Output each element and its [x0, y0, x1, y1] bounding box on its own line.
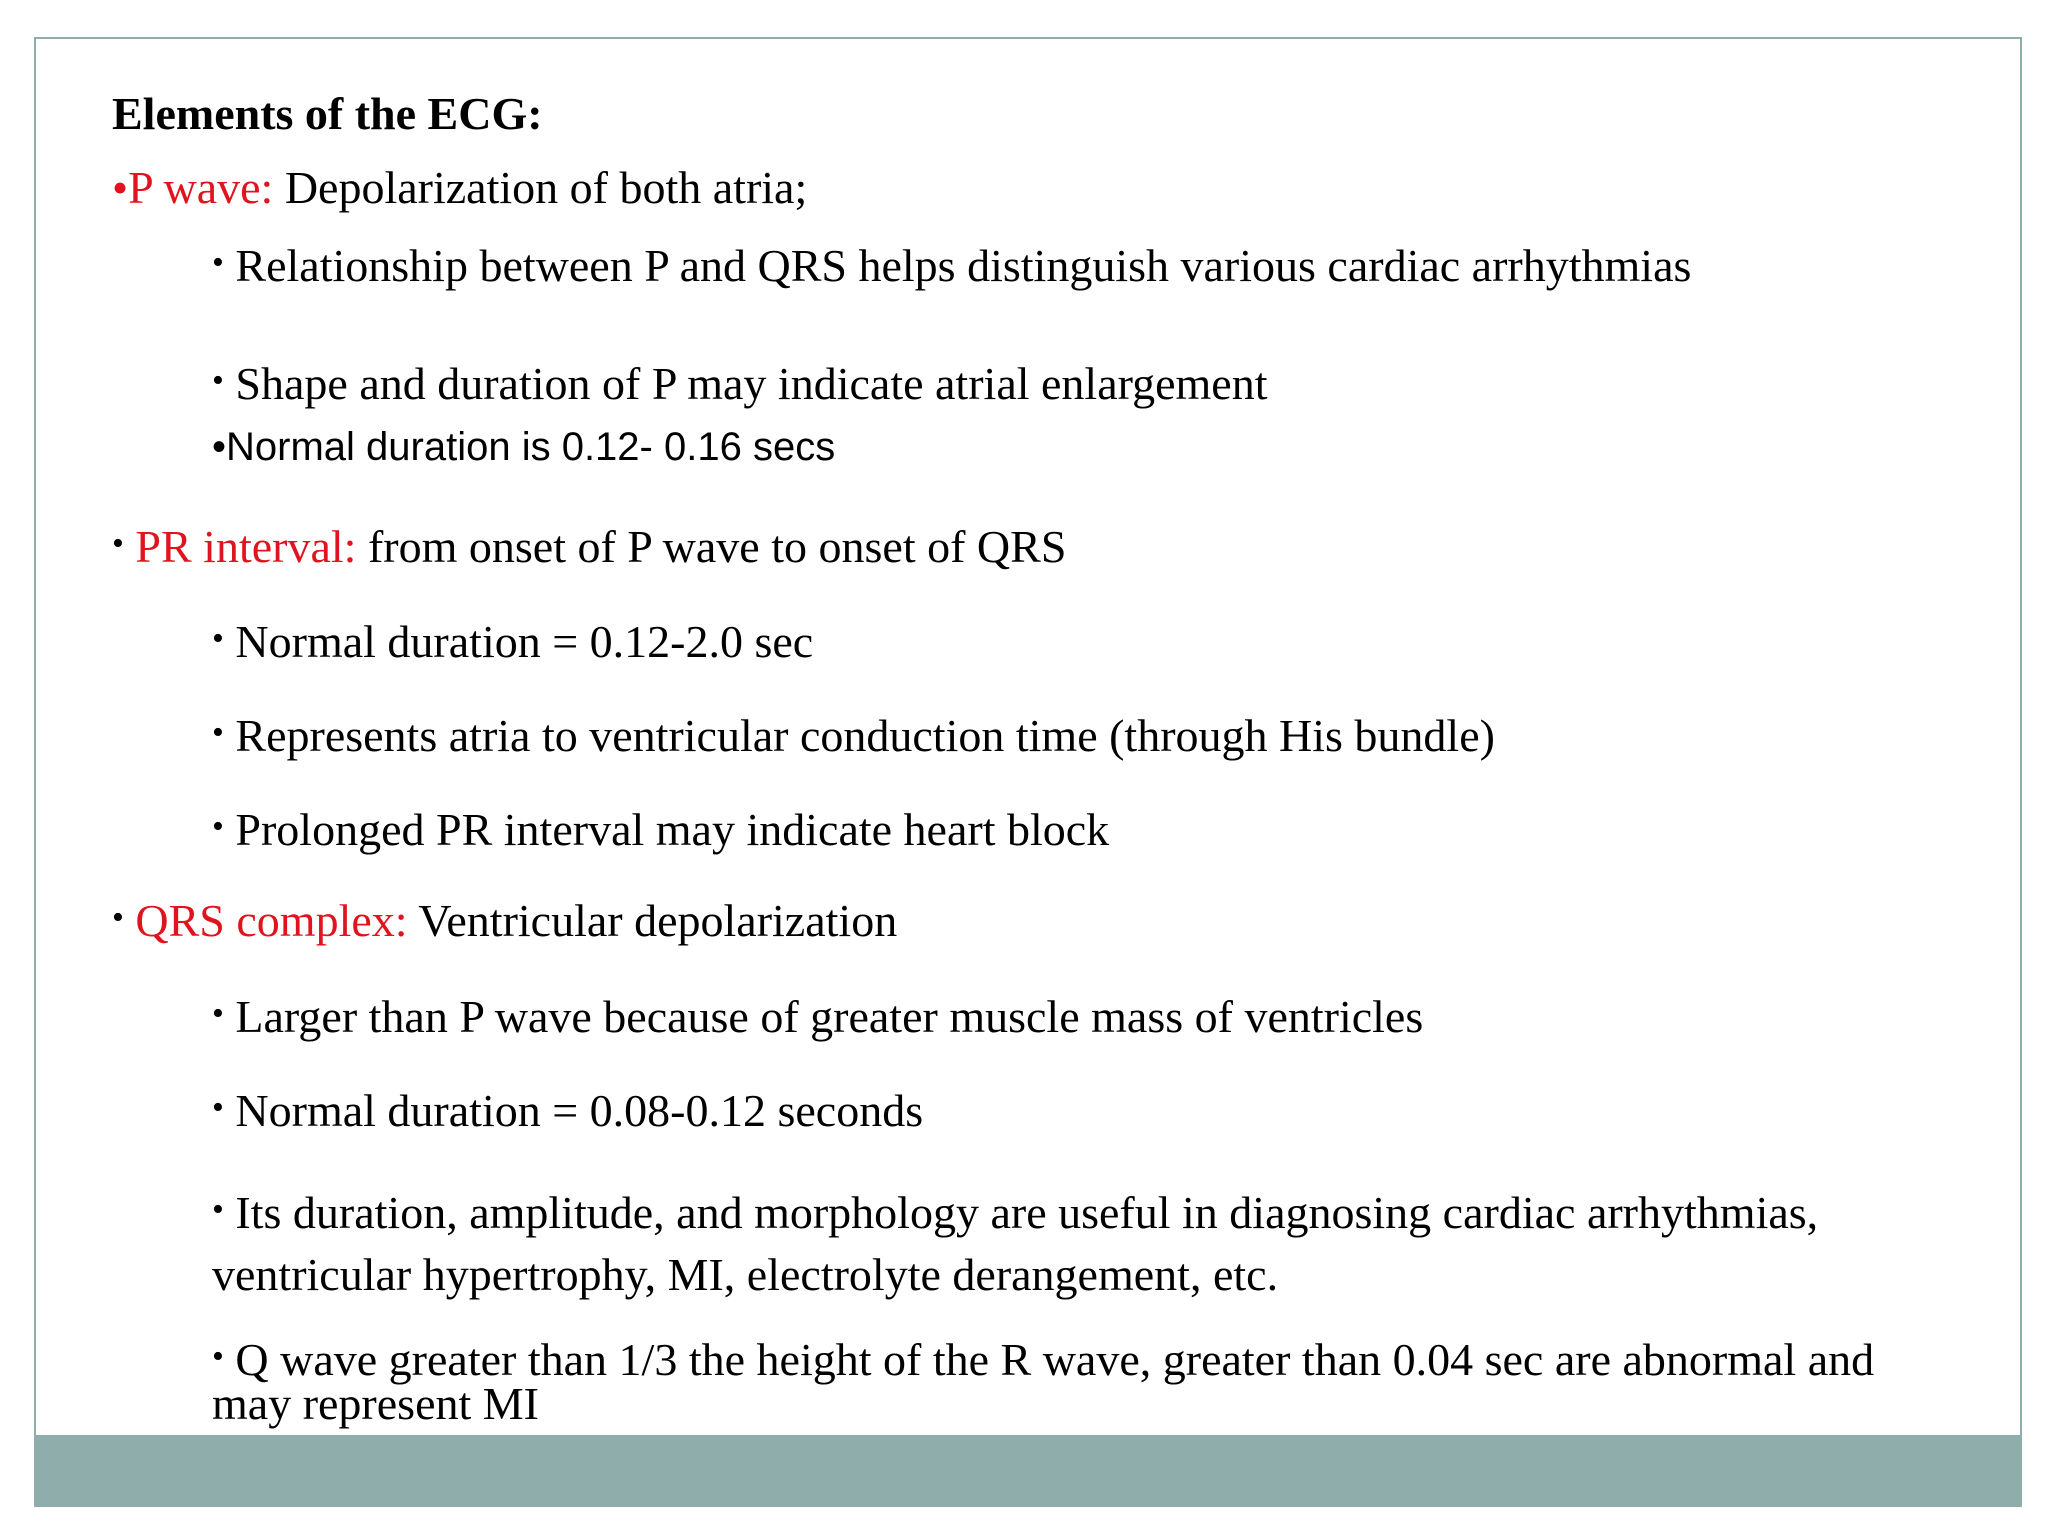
pr-interval-point-2 [212, 710, 1912, 761]
qrs-complex-point-2 [212, 1085, 1912, 1136]
pr-interval-desc: from onset of P wave to onset of QRS [356, 521, 1067, 572]
qrs-complex-bullet: • [112, 899, 124, 936]
point-text: Normal duration is 0.12- 0.16 secs [226, 425, 836, 469]
bullet: • [212, 808, 224, 845]
qrs-complex-point-1 [212, 991, 1912, 1042]
point-text: Its duration, amplitude, and morphology are useful in diagnosing cardiac arrhythmias, ventricular hypertrophy, MI, electrolyte derangement, etc. [212, 1187, 1819, 1300]
p-wave-bullet: • [112, 162, 129, 213]
footer-band [36, 1435, 2020, 1505]
p-wave-normal-duration [212, 423, 1912, 471]
bullet: • [212, 1191, 224, 1228]
bullet: • [212, 1338, 224, 1375]
pr-interval-point-1 [212, 616, 1912, 667]
slide-content [36, 39, 2020, 1505]
qrs-complex-topic [112, 891, 897, 948]
pr-interval-bullet: • [112, 525, 124, 562]
p-wave-point-1 [212, 240, 1912, 291]
slide [34, 37, 2022, 1507]
bullet: • [212, 244, 224, 281]
point-text: Shape and duration of P may indicate atrial enlargement [235, 358, 1268, 409]
bullet: • [212, 1089, 224, 1126]
p-wave-point-2 [212, 358, 1912, 409]
slide-heading: Elements of the ECG: [112, 88, 543, 139]
point-text: Represents atria to ventricular conduction time (through His bundle) [235, 710, 1495, 761]
point-text: Relationship between P and QRS helps distinguish various cardiac arrhythmias [235, 240, 1692, 291]
point-text: Larger than P wave because of greater muscle mass of ventricles [235, 991, 1424, 1042]
bullet: • [212, 425, 227, 469]
bullet: • [212, 995, 224, 1032]
pr-interval-topic [112, 517, 1066, 574]
p-wave-topic [112, 161, 807, 215]
bullet: • [212, 714, 224, 751]
p-wave-term: P wave: [128, 162, 274, 213]
bullet: • [212, 362, 224, 399]
point-text: Normal duration = 0.08-0.12 seconds [235, 1085, 924, 1136]
pr-interval-point-3 [212, 804, 1912, 855]
qrs-complex-point-3 [212, 1179, 1912, 1306]
qrs-complex-point-4 [212, 1334, 1912, 1429]
pr-interval-term: PR interval: [135, 521, 357, 572]
qrs-complex-desc: Ventricular depolarization [407, 895, 898, 946]
bullet: • [212, 620, 224, 657]
p-wave-desc: Depolarization of both atria; [273, 162, 808, 213]
qrs-complex-term: QRS complex: [135, 895, 408, 946]
point-text: Normal duration = 0.12-2.0 sec [235, 616, 814, 667]
point-text: Q wave greater than 1/3 the height of the R wave, greater than 0.04 sec are abnormal and may represent MI [212, 1334, 1875, 1429]
point-text: Prolonged PR interval may indicate heart block [235, 804, 1110, 855]
